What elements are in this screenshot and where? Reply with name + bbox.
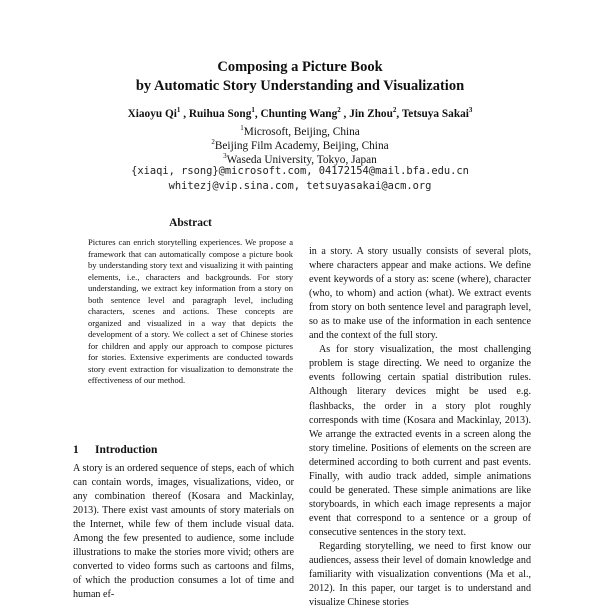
author-name: Tetsuya Sakai [401,107,469,120]
author-name: Chunting Wang [260,107,338,120]
email-line-1: {xiaqi, rsong}@microsoft.com, 04172154@mail.bfa.edu.cn [131,165,469,177]
author-list [0,106,600,120]
section-heading-introduction [73,444,303,456]
abstract-text: Pictures can enrich storytelling experiences. We propose a framework that can automatically compose a picture book by understanding story text and visualizing it with painting elements, i.e., characters and backgrounds. For story understanding, we extract key information from a story on both sentence level and paragraph level, including characters, scenes and actions. These concepts are organized and visualized in a way that depicts the development of a story. We collect a set of Chinese stories for children and apply our approach to compose pictures for stories. Extensive experiments are conducted towards story event extraction for visualization to demonstrate the effectiveness of our method. [88,237,293,385]
author-name: Jin Zhou [349,107,393,120]
abstract-heading: Abstract [169,217,212,229]
author-affiliation-mark: 3 [468,106,473,114]
author-name: Ruihua Song [188,107,252,120]
paper-title-line-2: by Automatic Story Understanding and Visualization [135,78,465,94]
right-column-paragraph-2: As for story visualization, the most challenging problem is stage directing. We need to organize the events following certain spatial distribution rules. Although literary devices might be used e.g. flashbacks, the order in a story plot roughly corresponds with time (Kosara and Mackinlay, 2013). We arrange the extracted events in a screen along the story timeline. Positions of elements on the screen are determined according to both current and past events. Finally, with audio track added, simple animations could be generated. These simple animations are like storyboards, in which each image represents a major event that correspond to a sentence or a group of consecutive sentences in the story text. [309,344,531,538]
introduction-text: A story is an ordered sequence of steps, each of which can contain words, images, visualizations, video, or any combination thereof (Kosara and Mackinlay, 2013). There exist vast amounts of story materials on the Internet, while few of them include visual data. Among the few presented to audience, some include illustrations to make the stories more vivid; others are converted to video forms such as cartoons and films, of which the production consumes a lot of time and human ef- [73,463,294,601]
right-column [309,245,531,610]
author-separator: , [396,107,402,120]
affiliation-mark: 1 [240,124,244,132]
affiliation-mark: 3 [223,152,227,160]
section-title: Introduction [95,444,158,456]
author-affiliation-mark: 1 [251,106,255,114]
author-separator: , [254,107,261,120]
affiliation-text: Microsoft, Beijing, China [243,125,360,138]
section-number: 1 [73,444,79,456]
affiliation-text: Waseda University, Tokyo, Japan [226,153,377,166]
affiliation-mark: 2 [211,138,215,146]
right-column-paragraph-3: Regarding storytelling, we need to first know our audiences, assess their level of domain knowledge and familiarity with visualization conventions (Ma et al., 2012). In this paper, our target is to understand and visualize Chinese stories [309,540,531,609]
author-separator: , [180,107,189,120]
affiliation-text: Beijing Film Academy, Beijing, China [214,139,389,152]
right-column-paragraph-1: in a story. A story usually consists of several plots, where characters appear and make actions. We define event keywords of a story as: scene (where), character (who, to whom) and action (what). We extract events from story on both sentence level and paragraph level, so as to make use of the information in each sentence and the context of the full story. [309,246,531,342]
author-name: Xiaoyu Qi [127,107,177,120]
email-line-2: whitezj@vip.sina.com, tetsuyasakai@acm.org [168,180,432,192]
author-affiliation-mark: 2 [337,106,341,114]
author-affiliation-mark: 2 [392,106,397,114]
author-separator: , [340,107,350,120]
author-affiliation-mark: 1 [176,106,181,114]
paper-title-line-1: Composing a Picture Book [217,59,383,75]
